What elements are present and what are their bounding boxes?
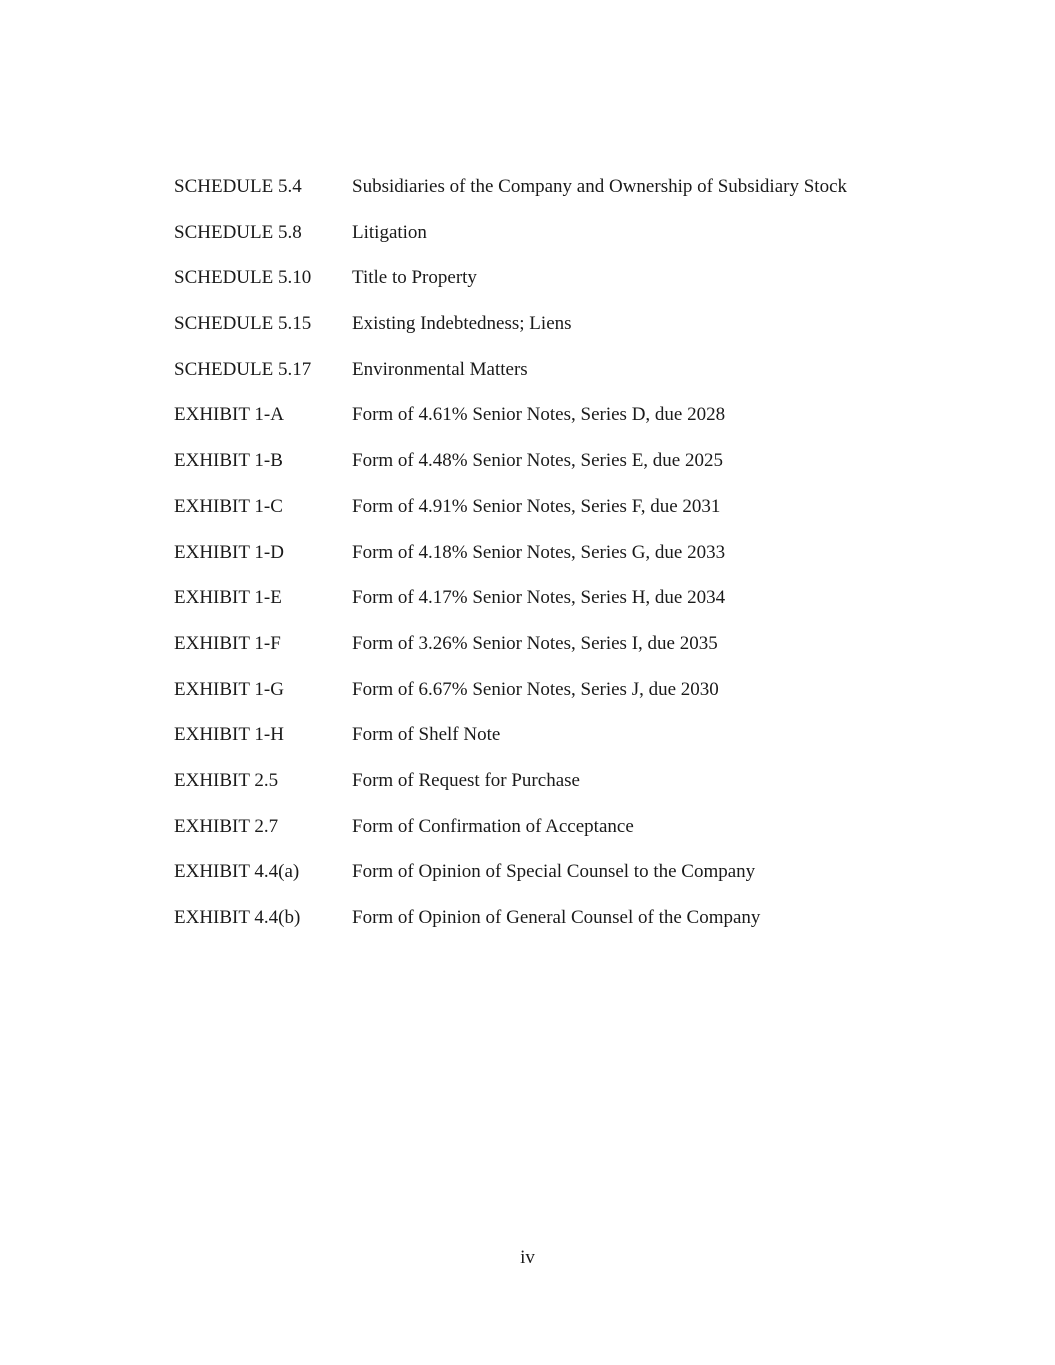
page-number: iv xyxy=(520,1247,535,1268)
list-item xyxy=(174,631,934,677)
entry-label: EXHIBIT 1-C xyxy=(174,495,283,517)
entry-label: SCHEDULE 5.4 xyxy=(174,176,302,197)
list-item xyxy=(174,357,934,403)
entry-label: SCHEDULE 5.17 xyxy=(174,358,312,380)
list-item xyxy=(174,677,934,723)
entry-label: SCHEDULE 5.15 xyxy=(174,313,312,335)
entry-label: EXHIBIT 1-F xyxy=(174,632,281,654)
entry-label: EXHIBIT 4.4(a) xyxy=(174,861,300,883)
list-item xyxy=(174,540,934,586)
list-item xyxy=(174,174,934,220)
entry-description: Form of Opinion of Special Counsel to the Company xyxy=(352,861,756,883)
entry-description: Form of Request for Purchase xyxy=(352,769,580,791)
entry-label: EXHIBIT 1-H xyxy=(174,724,284,746)
schedules-exhibits-list xyxy=(174,174,934,951)
entry-label: EXHIBIT 2.5 xyxy=(174,769,279,791)
entry-label: EXHIBIT 1-G xyxy=(174,678,284,700)
entry-description: Form of 3.26% Senior Notes, Series I, due 2035 xyxy=(352,632,718,654)
list-item xyxy=(174,859,934,905)
entry-label: EXHIBIT 1-E xyxy=(174,587,282,609)
list-item xyxy=(174,768,934,814)
entry-label: EXHIBIT 1-D xyxy=(174,541,284,563)
list-item xyxy=(174,402,934,448)
list-item xyxy=(174,220,934,266)
list-item xyxy=(174,722,934,768)
list-item xyxy=(174,494,934,540)
entry-label: EXHIBIT 1-A xyxy=(174,404,284,426)
list-item xyxy=(174,585,934,631)
list-item xyxy=(174,265,934,311)
entry-description: Title to Property xyxy=(352,267,477,289)
entry-description: Subsidiaries of the Company and Ownership of Subsidiary Stock xyxy=(352,176,848,197)
entry-description: Form of 4.91% Senior Notes, Series F, due 2031 xyxy=(352,495,721,517)
entry-label: EXHIBIT 2.7 xyxy=(174,815,279,837)
entry-description: Litigation xyxy=(352,221,427,243)
entry-description: Form of 4.48% Senior Notes, Series E, due 2025 xyxy=(352,450,723,472)
entry-description: Form of 4.18% Senior Notes, Series G, due 2033 xyxy=(352,541,726,563)
entry-description: Form of Shelf Note xyxy=(352,724,501,746)
entry-label: EXHIBIT 1-B xyxy=(174,450,283,472)
list-item xyxy=(174,311,934,357)
entry-description: Form of 4.17% Senior Notes, Series H, due 2034 xyxy=(352,587,726,609)
entry-description: Form of 4.61% Senior Notes, Series D, due 2028 xyxy=(352,404,726,426)
entry-description: Form of Confirmation of Acceptance xyxy=(352,815,634,837)
entry-label: EXHIBIT 4.4(b) xyxy=(174,907,301,928)
entry-label: SCHEDULE 5.10 xyxy=(174,267,312,289)
entry-description: Existing Indebtedness; Liens xyxy=(352,313,572,335)
entry-description: Environmental Matters xyxy=(352,358,528,380)
entry-label: SCHEDULE 5.8 xyxy=(174,221,302,243)
entry-description: Form of 6.67% Senior Notes, Series J, due 2030 xyxy=(352,678,719,700)
list-item xyxy=(174,814,934,860)
list-item xyxy=(174,905,934,951)
entry-description: Form of Opinion of General Counsel of the Company xyxy=(352,907,761,928)
list-item xyxy=(174,448,934,494)
